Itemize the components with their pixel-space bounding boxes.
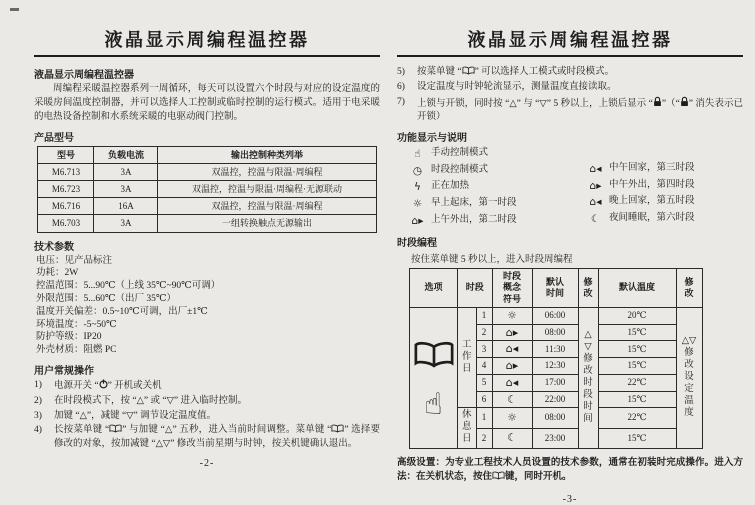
model-cell: M6.703 (38, 215, 94, 232)
product-model-table (37, 146, 376, 232)
spec-line: 环境温度：-5~50℃ (36, 319, 117, 330)
legend-right-column (587, 161, 695, 229)
house-out-icon: ⌂▸ (492, 324, 532, 341)
period-number: 4 (476, 358, 492, 375)
item-text: 电源开关 “ ” 开机或关机 (54, 381, 162, 392)
lock-icon (680, 96, 689, 107)
default-temp: 15℃ (598, 341, 676, 358)
schedule-heading: 时段编程 (397, 238, 437, 250)
house-out-icon: ⌂▸ (492, 358, 532, 375)
legend-item (587, 194, 695, 211)
period-number: 2 (476, 428, 492, 448)
column-header: 默认时间 (532, 269, 578, 308)
legend-item (409, 196, 587, 213)
option-cell (410, 307, 458, 448)
item-text: 加键 “△”，减键 “▽” 调节设定温度值。 (54, 410, 217, 421)
desc-cell: 一组转换触点无源输出 (158, 215, 376, 232)
lock-icon (653, 96, 662, 107)
item-text: 上锁与开锁，同时按 “△” 与 “▽” 5 秒以上，上锁后显示 “ ”（“ ” 消失表示已开锁） (417, 96, 743, 125)
model-cell: M6.716 (38, 198, 94, 215)
spec-line: 功耗：2W (36, 268, 79, 279)
hand-icon: ☝ (414, 148, 421, 161)
item-number: 7) (397, 96, 405, 107)
ops-heading: 用户常规操作 (34, 366, 94, 378)
sun-icon: ☼ (492, 408, 532, 428)
table-row (38, 215, 376, 232)
page-number: -2- (199, 458, 215, 470)
advanced-settings-text: 高级设置：为专业工程技术人员设置的技术参数，通常在初装时完成操作。进入方法：在关机状态，按住 键，同时开机。 (397, 457, 743, 483)
period-number: 1 (476, 408, 492, 428)
column-header: 时段概念符号 (492, 269, 532, 308)
desc-cell: 双温控，控温与限温·周编程 (158, 198, 376, 215)
list-item-1 (34, 379, 380, 393)
item-number: 2) (34, 395, 42, 406)
item-number: 6) (397, 81, 405, 92)
house-home-icon: ⌂◂ (492, 341, 532, 358)
default-temp: 15℃ (598, 428, 676, 448)
page-number: -3- (562, 493, 578, 505)
legend-label: 中午回家，第三时段 (609, 163, 695, 174)
default-temp: 22℃ (598, 408, 676, 428)
moon-icon: ☾ (492, 391, 532, 408)
column-header: 默认温度 (598, 269, 676, 308)
legend-item (409, 146, 587, 163)
default-time: 12:30 (532, 358, 578, 375)
table-row (38, 181, 376, 198)
legend-label: 时段控制模式 (431, 164, 489, 175)
period-number: 1 (476, 307, 492, 324)
list-item-6 (397, 81, 743, 94)
house-home-icon: ⌂◂ (589, 196, 602, 209)
house-out-icon: ⌂▸ (411, 214, 424, 227)
spec-line: 外限范围：5...60℃（出厂 35℃） (36, 293, 177, 304)
current-cell: 3A (94, 215, 158, 232)
list-item-5 (397, 66, 743, 79)
period-number: 3 (476, 341, 492, 358)
menu-book-icon (462, 66, 475, 75)
schedule-note: 按住菜单键 5 秒以上，进入时段周编程 (411, 255, 573, 266)
column-header: 型号 (38, 147, 94, 164)
default-time: 11:30 (532, 341, 578, 358)
restday-label: 休息日 (458, 408, 477, 449)
intro-paragraph: 周编程采暖温控器系列一周循环，每天可以设置六个时段与对应的设定温度的采暖房间温度控制器，并可以选择人工控制或临时控制的运行模式。适用于电采暖的电热设备控制和水系统采暖的电驱动阀门控制。 (34, 84, 380, 122)
sun-icon: ☼ (492, 307, 532, 324)
table-row (38, 164, 376, 181)
default-temp: 15℃ (598, 358, 676, 375)
legend-item (409, 163, 587, 180)
item-number: 3) (34, 410, 42, 421)
products-heading: 产品型号 (34, 133, 74, 145)
spec-line: 外壳材质：阻燃 PC (36, 345, 117, 356)
legend-label: 上午外出，第二时段 (431, 214, 517, 225)
list-item-4 (34, 424, 380, 451)
house-out-icon: ⌂▸ (589, 179, 602, 192)
moon-icon: ☾ (492, 428, 532, 448)
menu-book-icon (109, 424, 122, 433)
spec-line: 防护等级：IP20 (36, 332, 102, 343)
default-temp: 20℃ (598, 307, 676, 324)
spec-line: 温度开关偏差：0.5~10℃可调，出厂±1℃ (36, 306, 208, 317)
page-title: 液晶显示周编程温控器 (397, 26, 743, 57)
default-time: 22:00 (532, 391, 578, 408)
house-home-icon: ⌂◂ (589, 163, 602, 176)
legend-item (587, 161, 695, 178)
item-number: 5) (397, 67, 405, 77)
column-header: 修改 (676, 269, 702, 308)
period-number: 2 (476, 324, 492, 341)
column-header: 时段 (458, 269, 493, 308)
period-number: 6 (476, 391, 492, 408)
page-title: 液晶显示周编程温控器 (34, 26, 380, 57)
functions-heading: 功能显示与说明 (397, 133, 467, 145)
desc-cell: 双温控，控温与限温·周编程·无源联动 (158, 181, 376, 198)
clock-icon: ◷ (412, 164, 423, 177)
item-text: 设定温度与时钟轮流显示，测量温度直接读取。 (417, 81, 617, 92)
menu-book-icon (413, 341, 455, 368)
legend-label: 正在加热 (431, 181, 470, 192)
list-item-2 (34, 395, 380, 408)
column-header: 输出控制种类列举 (158, 147, 376, 164)
current-cell: 16A (94, 198, 158, 215)
default-temp: 22℃ (598, 374, 676, 391)
legend-left-column (409, 146, 587, 229)
column-header: 负载电流 (94, 147, 158, 164)
desc-cell: 双温控，控温与限温·周编程 (158, 164, 376, 181)
scan-artifact (10, 8, 19, 11)
manual-page-2 (34, 26, 380, 469)
moon-icon: ☾ (590, 212, 601, 225)
item-text: 长按菜单键 “ ” 与加键 “△” 五秒，进入当前时间调整。菜单键 “ ” 选择要修改的对象，按加减键 “△▽” 修改当前星期与时钟，按关机键确认退出。 (54, 425, 381, 449)
power-icon (99, 379, 108, 389)
spec-line: 电压：见产品标注 (36, 255, 113, 266)
legend-label: 手动控制模式 (431, 148, 489, 159)
default-temp: 15℃ (598, 391, 676, 408)
function-legend (397, 146, 743, 229)
current-cell: 3A (94, 181, 158, 198)
modify-temp-cell: △▽修改设定温度 (676, 307, 702, 448)
heating-icon: ϟ (414, 181, 421, 194)
menu-book-icon (492, 471, 505, 480)
model-cell: M6.713 (38, 164, 94, 181)
legend-label: 晚上回家，第五时段 (609, 196, 695, 207)
default-time: 08:00 (532, 408, 578, 428)
legend-item (409, 213, 587, 230)
column-header: 修改 (578, 269, 598, 308)
item-number: 4) (34, 425, 42, 436)
manual-page-3 (397, 26, 743, 505)
current-cell: 3A (94, 164, 158, 181)
legend-item (409, 179, 587, 196)
default-time: 08:00 (532, 324, 578, 341)
default-time: 17:00 (532, 374, 578, 391)
intro-heading: 液晶显示周编程温控器 (34, 70, 134, 81)
table-row (38, 198, 376, 215)
list-item-7 (397, 96, 743, 125)
hand-icon: ☝ (424, 387, 443, 423)
legend-item (587, 178, 695, 195)
modify-time-cell: △▽修改时段时间 (578, 307, 598, 448)
default-time: 06:00 (532, 307, 578, 324)
item-text: 按菜单键 “ ” 可以选择人工模式或时段模式。 (417, 67, 615, 77)
menu-book-icon (331, 424, 344, 433)
legend-label: 夜间睡眠，第六时段 (609, 212, 695, 223)
table-row (410, 307, 703, 324)
item-number: 1) (34, 380, 42, 391)
legend-item (587, 211, 695, 228)
table-header-row (38, 147, 376, 164)
item-text: 在时段模式下，按 “△” 或 “▽” 进入临时控制。 (54, 395, 247, 406)
default-temp: 15℃ (598, 324, 676, 341)
legend-label: 中午外出，第四时段 (609, 179, 695, 190)
period-number: 5 (476, 374, 492, 391)
list-item-3 (34, 410, 380, 423)
house-home-icon: ⌂◂ (492, 374, 532, 391)
column-header: 选项 (410, 269, 458, 308)
workday-label: 工作日 (458, 307, 477, 408)
default-time: 23:00 (532, 428, 578, 448)
specs-heading: 技术参数 (34, 241, 74, 253)
legend-label: 早上起床，第一时段 (431, 197, 517, 208)
spec-line: 控温范围：5...90℃（上线 35℃~90℃可调） (36, 281, 221, 292)
sun-icon: ☼ (412, 197, 423, 210)
table-header-row (410, 269, 703, 308)
model-cell: M6.723 (38, 181, 94, 198)
schedule-table (409, 268, 703, 449)
